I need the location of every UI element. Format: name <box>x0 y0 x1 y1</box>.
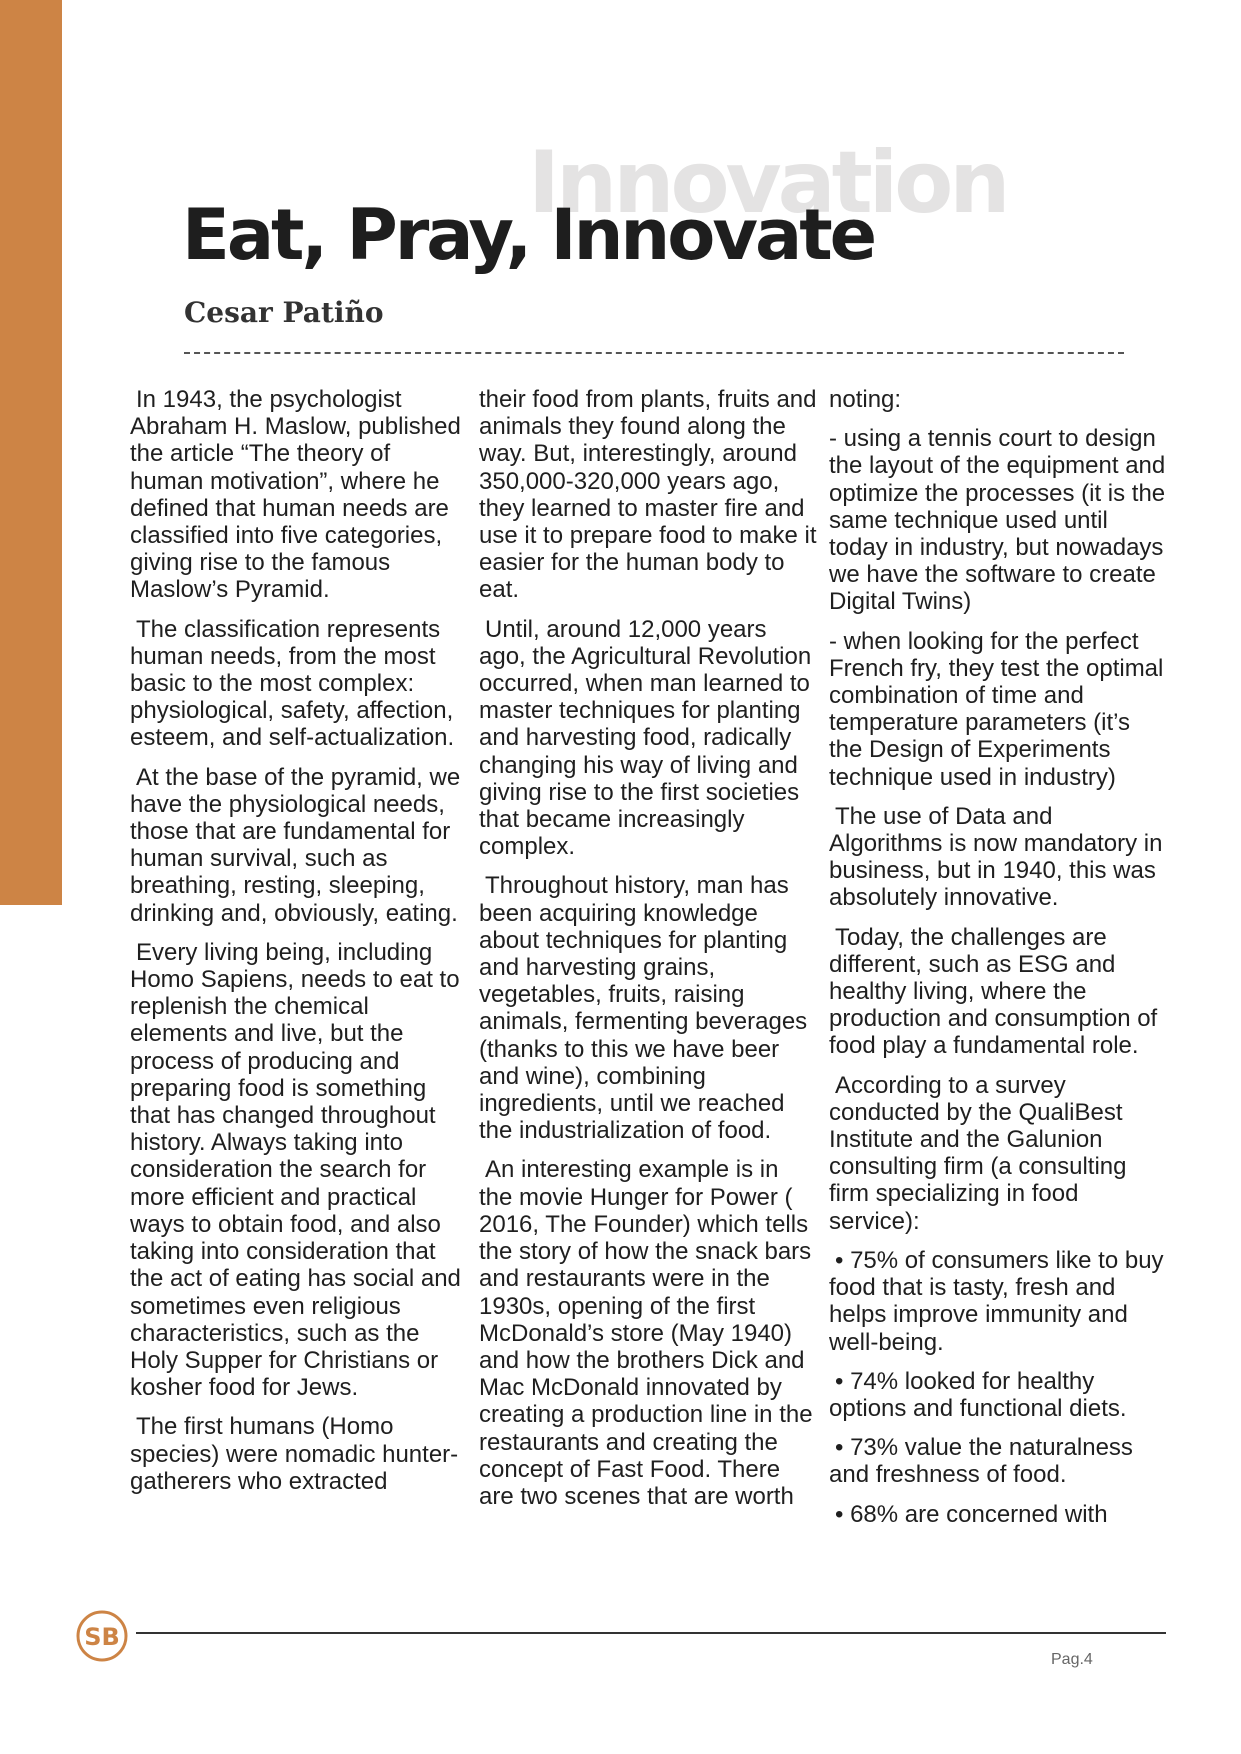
side-accent-bar <box>0 0 62 905</box>
list-item: - when looking for the perfect French fry, they test the optimal combination of time and temperature parameters (it’s the Design of Experiments technique used in industry) <box>829 627 1164 791</box>
paragraph: Throughout history, man has been acquiring knowledge about techniques for planting and harvesting grains, vegetables, fruits, raising animals, fermenting beverages (thanks to this we have beer and wine), combining ingredients, until we reached the industrialization of food. <box>479 872 808 1145</box>
article-title: Eat, Pray, Innovate <box>182 194 875 276</box>
paragraph: noting: <box>829 386 902 413</box>
paragraph: The first humans (Homo species) were nomadic hunter-gatherers who extracted <box>130 1413 459 1495</box>
section-watermark: Innovation <box>528 133 1007 233</box>
paragraph: Every living being, including Homo Sapiens, needs to eat to replenish the chemical elements and live, but the process of producing and preparing food is something that has changed throughout history. Always taking into consideration the search for more efficient and practical ways to obtain food, and also taking into consideration that the act of eating has social and sometimes even religious characteristics, such as the Holy Supper for Christians or kosher food for Jews. <box>130 938 461 1402</box>
paragraph: The use of Data and Algorithms is now mandatory in business, but in 1940, this was absolutely innovative. <box>829 802 1163 912</box>
logo-text: SB <box>84 1623 120 1651</box>
sb-logo <box>74 1608 130 1664</box>
footer-line <box>136 1632 1166 1634</box>
article-author: Cesar Patiño <box>184 296 384 329</box>
text-column-2 <box>479 386 817 1522</box>
bullet-item: • 68% are concerned with <box>835 1500 1108 1528</box>
paragraph: According to a survey conducted by the QualiBest Institute and the Galunion consulting firm (a consulting firm specializing in food service): <box>829 1071 1127 1235</box>
page-number: Pag.4 <box>1051 1651 1093 1668</box>
paragraph: their food from plants, fruits and animals they found along the way. But, interestingly, around 350,000-320,000 years ago, they learned to master fire and use it to prepare food to make it easier for the human body to eat. <box>479 386 817 604</box>
text-column-1 <box>130 386 468 1507</box>
bullet-item: • 74% looked for healthy options and functional diets. <box>829 1367 1127 1422</box>
paragraph: Until, around 12,000 years ago, the Agricultural Revolution occurred, when man learned to master techniques for planting and harvesting food, radically changing his way of living and giving rise to the first societies that became increasingly complex. <box>479 615 812 861</box>
text-column-3 <box>829 386 1167 1540</box>
paragraph: Today, the challenges are different, such as ESG and healthy living, where the production and consumption of food play a fundamental role. <box>829 923 1158 1060</box>
paragraph: The classification represents human needs, from the most basic to the most complex: physiological, safety, affection, esteem, and self-actualization. <box>130 615 455 752</box>
bullet-item: • 73% value the naturalness and freshness of food. <box>829 1434 1133 1489</box>
paragraph: An interesting example is in the movie Hunger for Power ( 2016, The Founder) which tells the story of how the snack bars and restaurants were in the 1930s, opening of the first McDonald’s store (May 1940) and how the brothers Dick and Mac McDonald innovated by creating a production line in the restaurants and creating the concept of Fast Food. There are two scenes that are worth <box>479 1156 813 1510</box>
dashed-divider <box>184 352 1124 354</box>
list-item: - using a tennis court to design the layout of the equipment and optimize the processes (it is the same technique used until today in industry, but nowadays we have the software to create Digital Twins) <box>829 425 1166 616</box>
paragraph: At the base of the pyramid, we have the physiological needs, those that are fundamental for human survival, such as breathing, resting, sleeping, drinking and, obviously, eating. <box>130 763 461 927</box>
bullet-item: • 75% of consumers like to buy food that is tasty, fresh and helps improve immunity and well-being. <box>829 1246 1164 1356</box>
paragraph: In 1943, the psychologist Abraham H. Maslow, published the article “The theory of human motivation”, where he defined that human needs are classified into five categories, giving rise to the famous Maslow’s Pyramid. <box>130 386 461 604</box>
